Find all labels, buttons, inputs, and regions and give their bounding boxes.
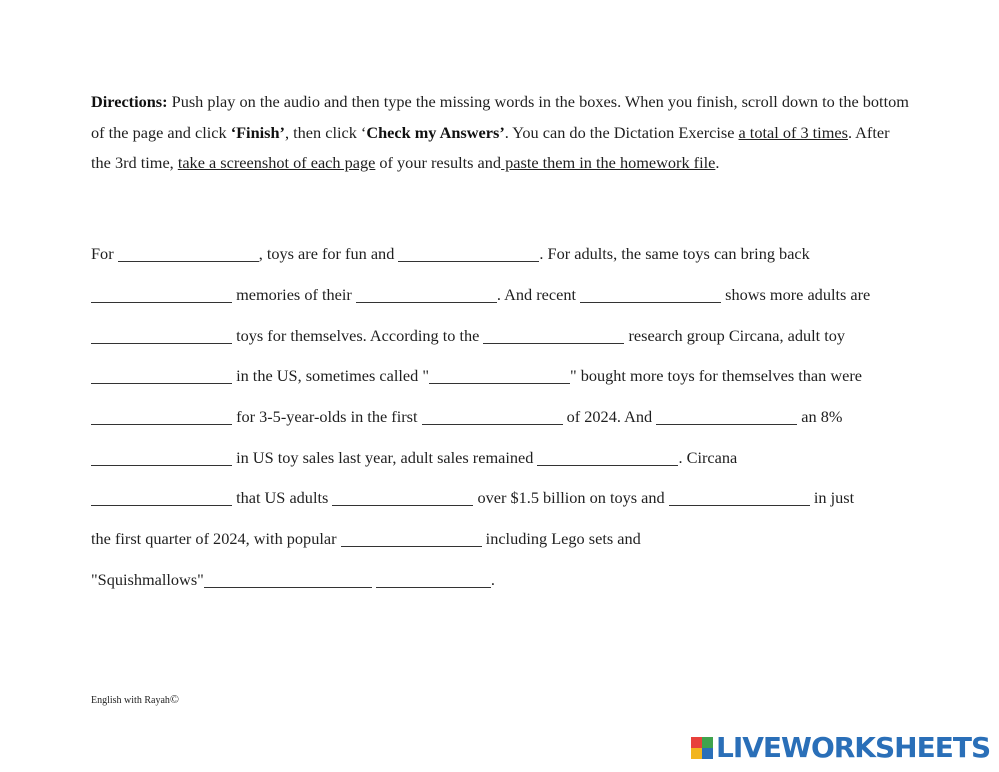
total-times-underline: a total of 3 times <box>738 122 848 142</box>
line-text: over $1.5 billion on toys and <box>473 488 669 507</box>
answer-blank-17[interactable] <box>669 487 810 506</box>
logo-square-blue <box>702 748 713 759</box>
line-text: of 2024. And <box>562 407 657 426</box>
directions-text: , then click ‘ <box>284 122 367 142</box>
credit-text: English with Rayah <box>91 695 170 706</box>
liveworksheets-logo[interactable] <box>691 731 991 764</box>
line-text: . <box>490 570 495 589</box>
answer-blank-14[interactable] <box>537 447 678 466</box>
answer-blank-19[interactable] <box>204 569 372 588</box>
line-text: research group Circana, adult toy <box>624 326 846 345</box>
paste-homework-underline: paste them in the homework file <box>501 153 716 172</box>
answer-blank-8[interactable] <box>91 365 232 384</box>
answer-blank-6[interactable] <box>91 325 232 344</box>
logo-square-red <box>691 737 702 748</box>
line-text: . And recent <box>496 285 581 304</box>
logo-square-yellow <box>691 748 702 759</box>
line-text: " bought more toys for themselves than were <box>570 366 862 385</box>
answer-blank-13[interactable] <box>91 447 232 466</box>
line-text: in US toy sales last year, adult sales remained <box>232 448 538 467</box>
line-text: . Circana <box>678 448 738 467</box>
answer-blank-18[interactable] <box>341 528 482 547</box>
line-text: "Squishmallows" <box>91 570 204 589</box>
line-text: in just <box>809 488 855 507</box>
line-text: for 3-5-year-olds in the first <box>232 407 422 426</box>
answer-blank-3[interactable] <box>91 284 232 303</box>
directions-text: of your results and <box>375 153 502 172</box>
logo-square-green <box>702 737 713 748</box>
directions-text: . After the 3rd time, <box>91 122 890 172</box>
line-text: including Lego sets and <box>481 529 641 548</box>
directions-paragraph <box>91 87 911 179</box>
answer-blank-11[interactable] <box>422 406 563 425</box>
exercise-line-1 <box>91 242 810 266</box>
answer-blank-7[interactable] <box>483 325 624 344</box>
exercise-line-3 <box>91 324 845 348</box>
footer-credit <box>91 692 179 707</box>
answer-blank-5[interactable] <box>580 284 721 303</box>
screenshot-underline: take a screenshot of each page <box>177 153 376 172</box>
check-answers-emphasis: Check my Answers’ <box>366 122 505 142</box>
finish-emphasis: ‘Finish’ <box>230 122 285 142</box>
exercise-line-7 <box>91 486 854 510</box>
answer-blank-1[interactable] <box>118 243 259 262</box>
line-text: toys for themselves. According to the <box>232 326 484 345</box>
directions-text: Push play on the audio and then type the missing words in the boxes. When you finish, scroll down to the bottom of the page and click <box>91 92 909 142</box>
answer-blank-9[interactable] <box>429 365 570 384</box>
directions-label: Directions: <box>91 92 168 111</box>
directions-text: . <box>715 153 720 172</box>
line-text: , toys are for fun and <box>258 244 399 263</box>
exercise-line-6 <box>91 446 737 470</box>
line-text: For <box>91 244 118 263</box>
line-text: an 8% <box>797 407 843 426</box>
line-text: shows more adults are <box>721 285 871 304</box>
exercise-line-5 <box>91 405 842 429</box>
answer-blank-20[interactable] <box>376 569 491 588</box>
exercise-line-2 <box>91 283 870 307</box>
line-text: . For adults, the same toys can bring back <box>539 244 810 263</box>
line-text: the first quarter of 2024, with popular <box>91 529 341 548</box>
liveworksheets-wordmark: LIVEWORKSHEETS <box>716 731 991 764</box>
line-text: that US adults <box>232 488 333 507</box>
answer-blank-16[interactable] <box>332 487 473 506</box>
exercise-line-4 <box>91 364 862 388</box>
exercise-line-8 <box>91 527 641 551</box>
answer-blank-10[interactable] <box>91 406 232 425</box>
answer-blank-15[interactable] <box>91 487 232 506</box>
line-text: in the US, sometimes called " <box>232 366 430 385</box>
liveworksheets-logo-icon <box>691 737 713 759</box>
answer-blank-4[interactable] <box>356 284 497 303</box>
answer-blank-12[interactable] <box>656 406 797 425</box>
line-text: memories of their <box>232 285 356 304</box>
exercise-line-9 <box>91 568 495 592</box>
directions-text: . You can do the Dictation Exercise <box>504 122 739 142</box>
copyright-symbol: © <box>169 692 180 706</box>
answer-blank-2[interactable] <box>398 243 539 262</box>
